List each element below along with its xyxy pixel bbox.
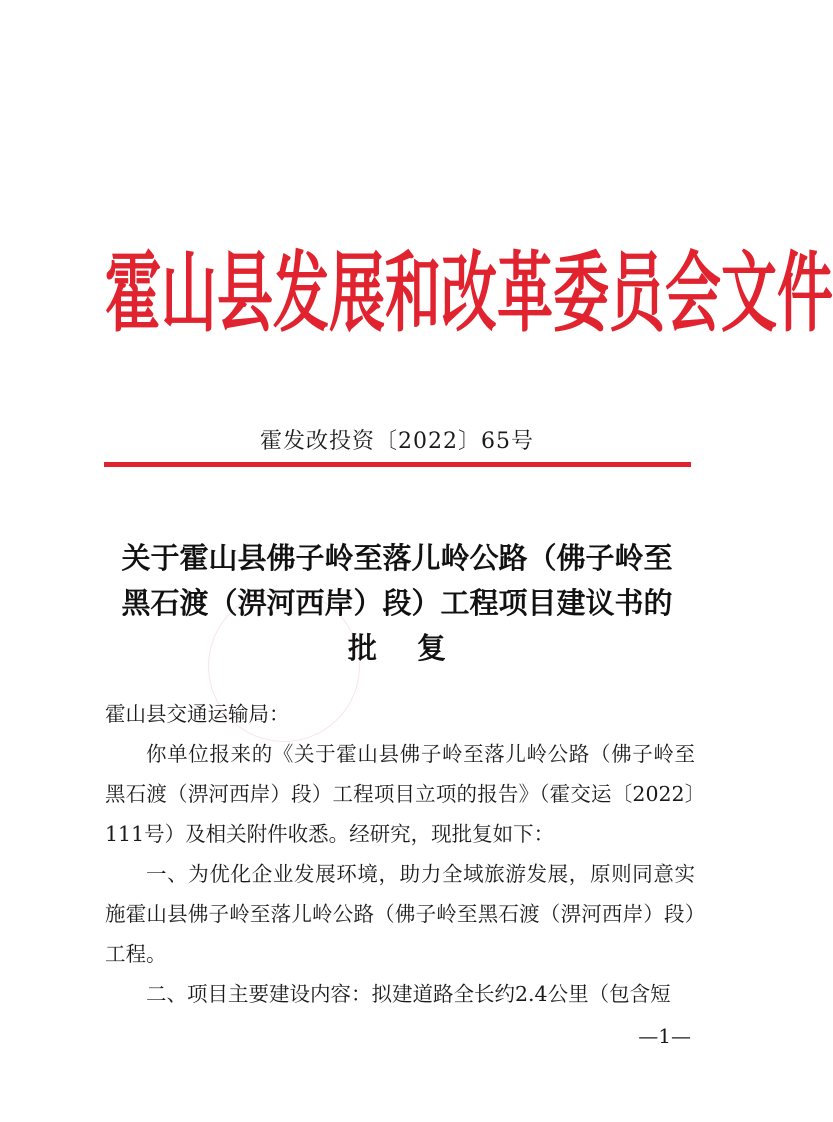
masthead-character: 霍 <box>105 243 161 345</box>
red-separator-line <box>104 462 691 467</box>
title-line-2: 黑石渡（淠河西岸）段）工程项目建议书的 <box>121 586 673 620</box>
document-title <box>0 536 794 671</box>
masthead-character: 会 <box>665 243 721 345</box>
masthead-character: 委 <box>553 243 609 345</box>
masthead-character: 件 <box>777 243 833 345</box>
masthead-character: 和 <box>385 243 441 345</box>
masthead-character: 山 <box>161 243 217 345</box>
body-paragraph-2: 一、为优化企业发展环境，助力全域旅游发展，原则同意实施霍山县佛子岭至落儿岭公路（佛子岭至黑石渡（淠河西岸）段）工程。 <box>105 862 695 966</box>
body-paragraph-3: 二、项目主要建设内容：拟建道路全长约2.4公里（包含短 <box>146 982 671 1006</box>
masthead-character: 展 <box>329 243 385 345</box>
page-number: —1— <box>638 1024 691 1048</box>
body-paragraph-1: 你单位报来的《关于霍山县佛子岭至落儿岭公路（佛子岭至黑石渡（淠河西岸）段）工程项目立项的报告》（霍交运〔2022〕111号）及相关附件收悉。经研究，现批复如下： <box>105 742 695 846</box>
addressee: 霍山县交通运输局： <box>105 702 290 726</box>
masthead-character: 县 <box>217 243 273 345</box>
document-body <box>105 694 695 1014</box>
masthead-title <box>105 240 833 350</box>
document-number: 霍发改投资〔2022〕65号 <box>260 429 534 454</box>
title-line-3: 批复 <box>347 631 486 665</box>
masthead-character: 改 <box>441 243 497 345</box>
masthead-character: 员 <box>609 243 665 345</box>
title-line-1: 关于霍山县佛子岭至落儿岭公路（佛子岭至 <box>121 541 673 575</box>
masthead-character: 发 <box>273 243 329 345</box>
masthead-character: 革 <box>497 243 553 345</box>
masthead-character: 文 <box>721 243 777 345</box>
